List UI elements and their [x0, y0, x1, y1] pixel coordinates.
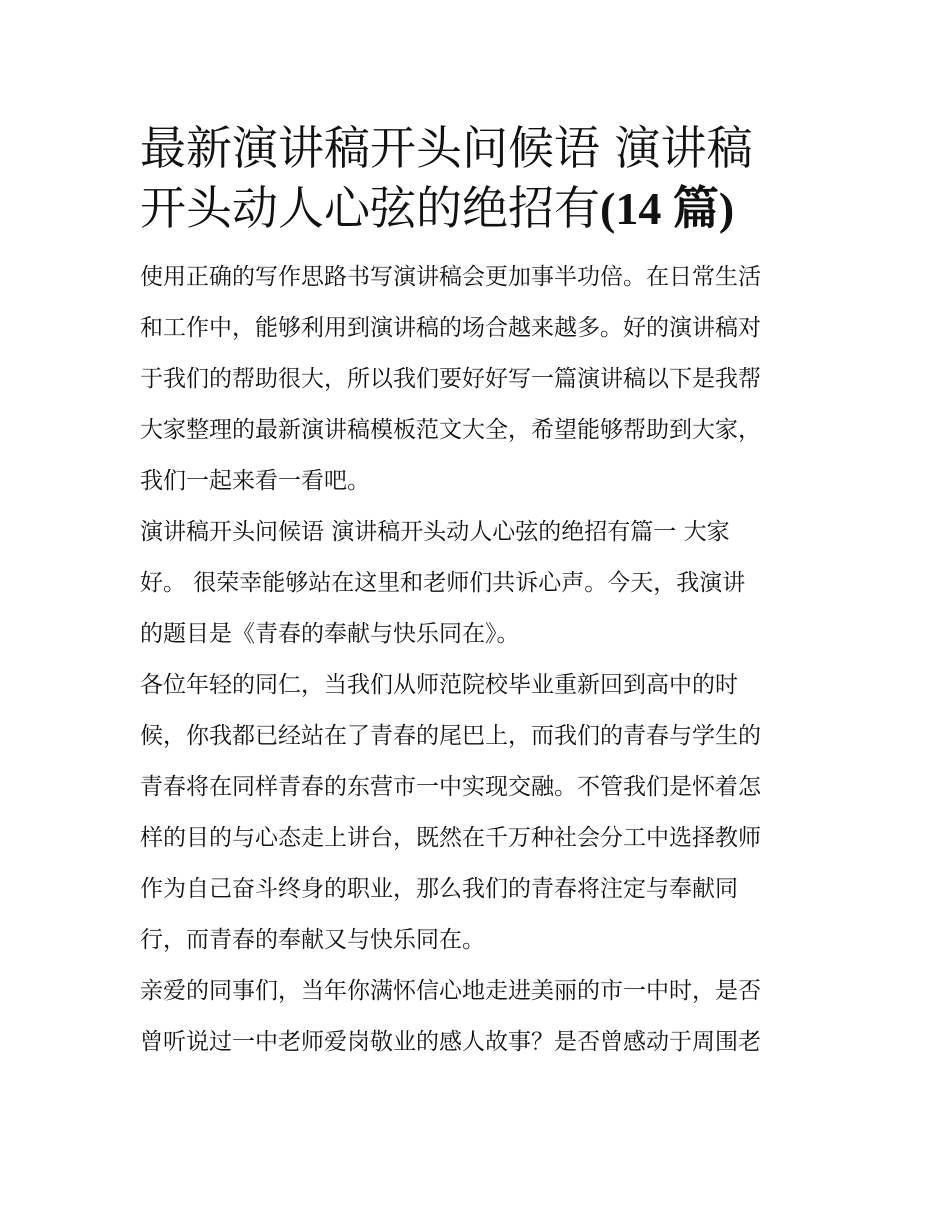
- paragraph-line: 作为自己奋斗终身的职业，那么我们的青春将注定与奉献同: [140, 876, 738, 902]
- paragraph-line: 行，而青春的奉献又与快乐同在。: [140, 927, 485, 953]
- paragraph-line: 各位年轻的同仁，当我们从师范院校毕业重新回到高中的时: [140, 672, 738, 698]
- paragraph-line: 亲爱的同事们，当年你满怀信心地走进美丽的市一中时，是否: [140, 978, 761, 1004]
- paragraph-line: 的题目是《青春的奉献与快乐同在》。: [140, 621, 520, 647]
- paragraph-line: 大家整理的最新演讲稿模板范文大全，希望能够帮助到大家，: [140, 417, 761, 443]
- document-content: [140, 118, 812, 1068]
- paragraph-line: 使用正确的写作思路书写演讲稿会更加事半功倍。在日常生活: [140, 264, 761, 290]
- paragraph-line: 样的目的与心态走上讲台，既然在千万种社会分工中选择教师: [140, 825, 761, 851]
- paragraph-line: 和工作中，能够利用到演讲稿的场合越来越多。好的演讲稿对: [140, 315, 761, 341]
- paragraph-line: 于我们的帮助很大，所以我们要好好写一篇演讲稿以下是我帮: [140, 366, 761, 392]
- paragraph-line: 好。 很荣幸能够站在这里和老师们共诉心声。今天，我演讲: [140, 570, 746, 596]
- paragraph-line: 曾听说过一中老师爱岗敬业的感人故事？是否曾感动于周围老: [140, 1029, 761, 1055]
- title-count: (14 篇): [600, 183, 735, 234]
- paragraph-line: 候，你我都已经站在了青春的尾巴上，而我们的青春与学生的: [140, 723, 761, 749]
- document-title: [140, 118, 812, 238]
- title-line-2-text: 开头动人心弦的绝招有: [140, 181, 600, 235]
- paragraph-3: [140, 660, 812, 966]
- paragraph-line: 演讲稿开头问候语 演讲稿开头动人心弦的绝招有篇一 大家: [140, 519, 730, 545]
- paragraph-4: [140, 966, 812, 1068]
- title-line-1: 最新演讲稿开头问候语 演讲稿: [140, 121, 753, 175]
- paragraph-2: [140, 507, 812, 660]
- title-line-2: [140, 178, 812, 238]
- paragraph-line: 青春将在同样青春的东营市一中实现交融。不管我们是怀着怎: [140, 774, 761, 800]
- paragraph-line: 我们一起来看一看吧。: [140, 468, 370, 494]
- paragraph-1: [140, 252, 812, 507]
